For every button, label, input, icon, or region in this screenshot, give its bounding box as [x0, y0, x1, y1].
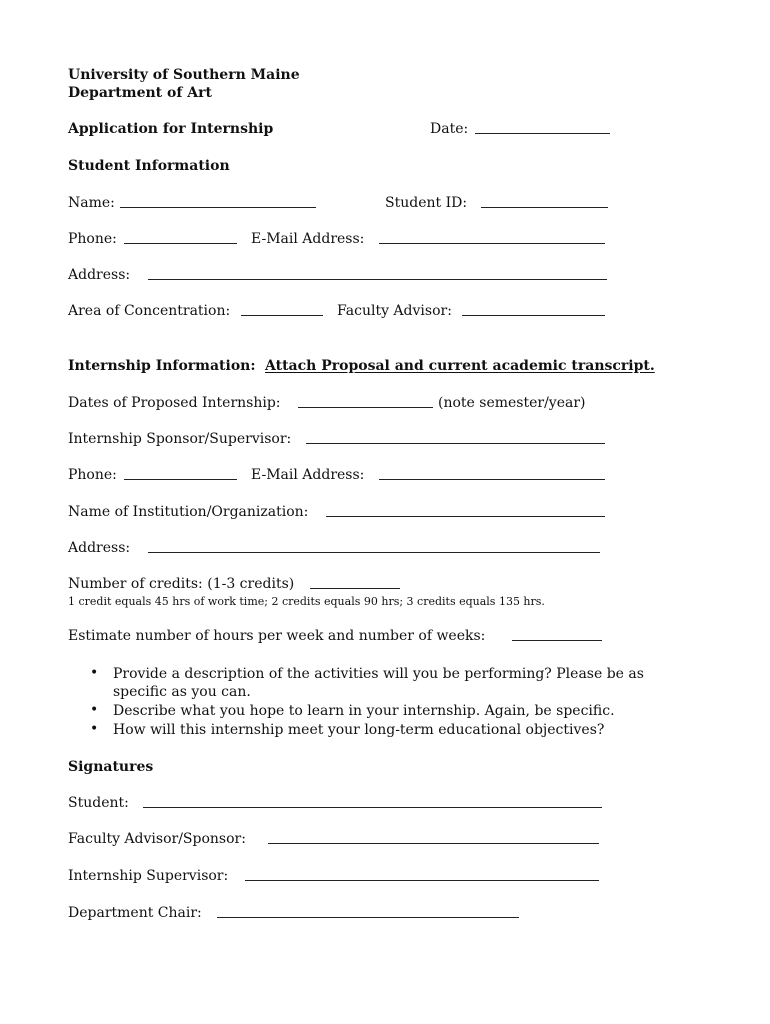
institution-address-field[interactable]: [148, 552, 600, 553]
bullet-marker: •: [90, 702, 99, 718]
student-address-label: Address:: [68, 267, 131, 283]
attach-note: Attach Proposal and current academic transcript.: [265, 358, 655, 374]
dates-note: (note semester/year): [438, 395, 586, 411]
institution-label: Name of Institution/Organization:: [68, 504, 309, 520]
student-info-heading: Student Information: [68, 158, 230, 174]
advisor-signature-field[interactable]: [268, 843, 599, 844]
bullet-item-activities-cont: specific as you can.: [113, 684, 251, 700]
student-signature-field[interactable]: [143, 807, 602, 808]
university-name: University of Southern Maine: [68, 67, 300, 83]
credits-label: Number of credits: (1-3 credits): [68, 576, 295, 592]
sponsor-phone-label: Phone:: [68, 467, 117, 483]
concentration-label: Area of Concentration:: [68, 303, 231, 319]
hours-label: Estimate number of hours per week and number of weeks:: [68, 628, 486, 644]
hours-field[interactable]: [512, 640, 602, 641]
student-phone-label: Phone:: [68, 231, 117, 247]
student-email-label: E-Mail Address:: [251, 231, 365, 247]
bullet-marker: •: [90, 721, 99, 737]
chair-signature-label: Department Chair:: [68, 905, 202, 921]
date-label: Date:: [430, 121, 469, 137]
supervisor-signature-label: Internship Supervisor:: [68, 868, 229, 884]
name-label: Name:: [68, 195, 115, 211]
sponsor-label: Internship Sponsor/Supervisor:: [68, 431, 292, 447]
chair-signature-field[interactable]: [217, 917, 519, 918]
institution-address-label: Address:: [68, 540, 131, 556]
advisor-signature-label: Faculty Advisor/Sponsor:: [68, 831, 246, 847]
concentration-field[interactable]: [241, 315, 323, 316]
faculty-advisor-field[interactable]: [462, 315, 605, 316]
student-phone-field[interactable]: [124, 243, 237, 244]
faculty-advisor-label: Faculty Advisor:: [337, 303, 452, 319]
date-field[interactable]: [475, 133, 610, 134]
student-signature-label: Student:: [68, 795, 129, 811]
sponsor-email-label: E-Mail Address:: [251, 467, 365, 483]
internship-info-heading: Internship Information:: [68, 358, 256, 374]
credits-note: 1 credit equals 45 hrs of work time; 2 credits equals 90 hrs; 3 credits equals 135 hrs.: [68, 595, 545, 608]
bullet-item-learn: Describe what you hope to learn in your internship. Again, be specific.: [113, 703, 615, 719]
signatures-heading: Signatures: [68, 759, 154, 775]
form-title: Application for Internship: [68, 121, 274, 137]
name-field[interactable]: [120, 207, 316, 208]
bullet-item-activities: Provide a description of the activities will you be performing? Please be as: [113, 666, 644, 682]
supervisor-signature-field[interactable]: [245, 880, 599, 881]
student-id-label: Student ID:: [385, 195, 468, 211]
sponsor-phone-field[interactable]: [124, 479, 237, 480]
credits-field[interactable]: [310, 588, 400, 589]
dates-label: Dates of Proposed Internship:: [68, 395, 281, 411]
department-name: Department of Art: [68, 85, 212, 101]
student-id-field[interactable]: [481, 207, 608, 208]
institution-field[interactable]: [326, 516, 605, 517]
sponsor-email-field[interactable]: [379, 479, 605, 480]
student-address-field[interactable]: [148, 279, 607, 280]
sponsor-field[interactable]: [306, 443, 605, 444]
bullet-item-objectives: How will this internship meet your long-term educational objectives?: [113, 722, 605, 738]
dates-field[interactable]: [298, 407, 433, 408]
bullet-marker: •: [90, 665, 99, 681]
student-email-field[interactable]: [379, 243, 605, 244]
